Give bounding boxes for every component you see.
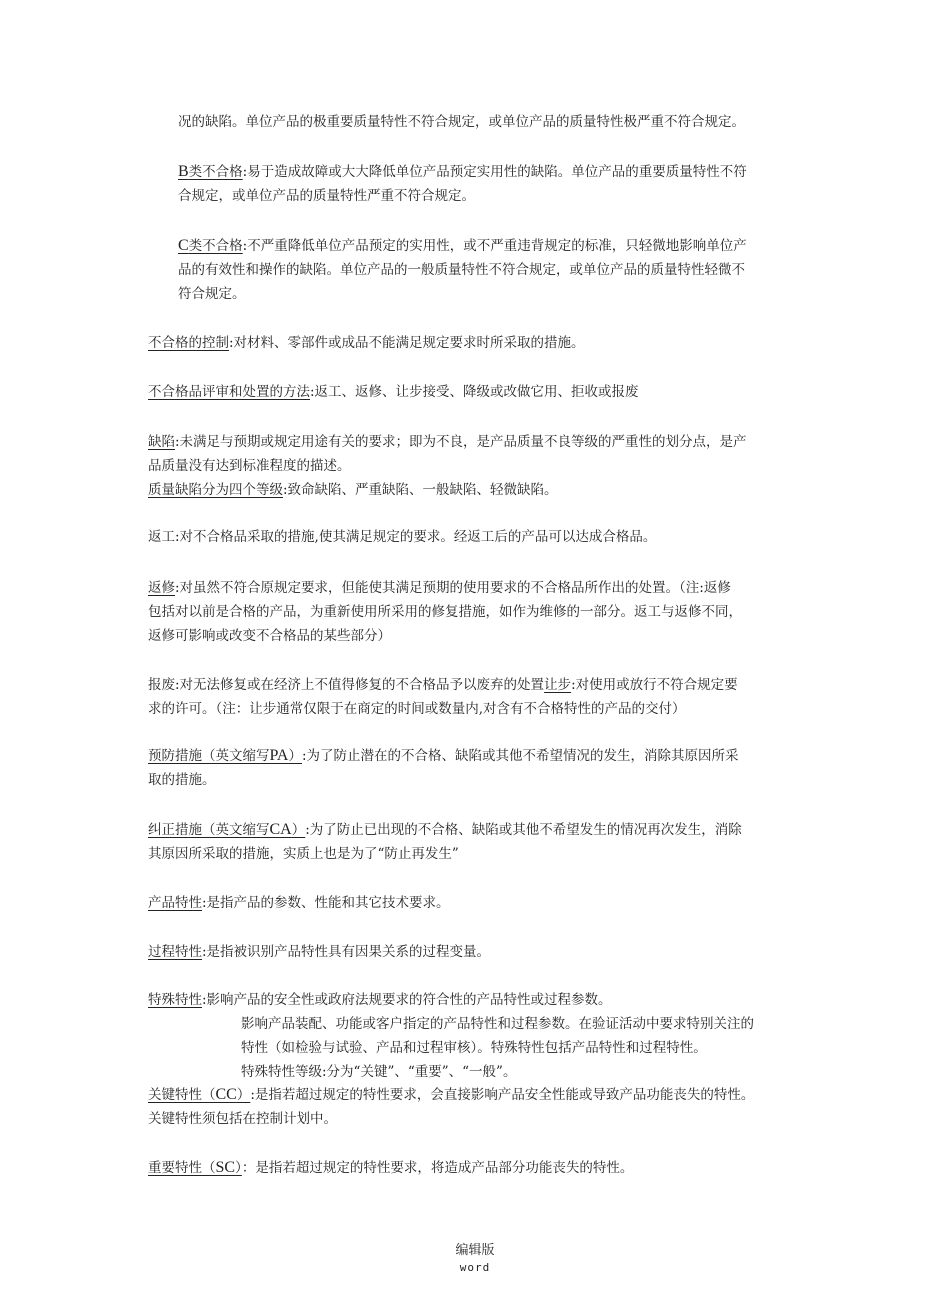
cc-line-1: 关键特性（CC）:是指若超过规定的特性要求，会直接影响产品安全性能或导致产品功能丧失的特性。 bbox=[148, 1086, 755, 1103]
special-char-line-2: 影响产品装配、功能或客户指定的产品特性和过程参数。在验证活动中要求特别关注的 bbox=[241, 1016, 754, 1032]
term-cc: 关键特性（CC） bbox=[148, 1086, 251, 1103]
term-special-characteristic: 特殊特性 bbox=[148, 992, 202, 1008]
para-c-line-3: 符合规定。 bbox=[178, 286, 246, 302]
term-class-c: C类不合格 bbox=[178, 237, 243, 254]
rework: 返工:对不合格品采取的措施,使其满足规定的要求。经返工后的产品可以达成合格品。 bbox=[148, 529, 657, 545]
term-nc-review: 不合格品评审和处置的方法 bbox=[148, 384, 310, 400]
repair-line-1: 返修:对虽然不符合原规定要求，但能使其满足预期的使用要求的不合格品所作出的处置。（注:返修 bbox=[148, 580, 731, 596]
term-nc-control: 不合格的控制 bbox=[148, 335, 229, 351]
ca-line-2: 其原因所采取的措施，实质上也是为了“防止再发生” bbox=[148, 846, 459, 862]
term-class-b: B类不合格 bbox=[178, 163, 243, 180]
pa-line-1: 预防措施（英文缩写PA）:为了防止潜在的不合格、缺陷或其他不希望情况的发生，消除其原因所采 bbox=[148, 747, 739, 764]
term-defect-grades: 质量缺陷分为四个等级 bbox=[148, 482, 283, 498]
special-char-line-1: 特殊特性:影响产品的安全性或政府法规要求的符合性的产品特性或过程参数。 bbox=[148, 992, 612, 1008]
term-pa: 预防措施（英文缩写PA） bbox=[148, 747, 302, 764]
para-c-line-2: 品的有效性和操作的缺陷。单位产品的一般质量特性不符合规定，或单位产品的质量特性轻微不 bbox=[178, 262, 745, 278]
para-a-continuation: 况的缺陷。单位产品的极重要质量特性不符合规定，或单位产品的质量特性极严重不符合规定。 bbox=[178, 114, 745, 130]
term-process-characteristic: 过程特性 bbox=[148, 944, 202, 960]
scrap-line-2: 求的许可。（注：让步通常仅限于在商定的时间或数量内,对含有不合格特性的产品的交付） bbox=[148, 701, 686, 717]
footer-sublabel: word bbox=[459, 1261, 491, 1274]
term-concession: 让步 bbox=[544, 677, 572, 693]
term-product-characteristic: 产品特性 bbox=[148, 895, 202, 911]
nc-control: 不合格的控制:对材料、零部件或成品不能满足规定要求时所采取的措施。 bbox=[148, 335, 585, 351]
nc-review: 不合格品评审和处置的方法:返工、返修、让步接受、降级或改做它用、拒收或报废 bbox=[148, 384, 639, 400]
repair-line-3: 返修可影响或改变不合格品的某些部分） bbox=[148, 628, 391, 644]
scrap-line-1: 报废:对无法修复或在经济上不值得修复的不合格品予以废弃的处置让步:对使用或放行不符合规定要 bbox=[148, 677, 738, 693]
para-b-line-1: B类不合格:易于造成故障或大大降低单位产品预定实用性的缺陷。单位产品的重要质量特性不符 bbox=[178, 163, 747, 180]
process-characteristic: 过程特性:是指被识别产品特性具有因果关系的过程变量。 bbox=[148, 944, 491, 960]
cc-line-2: 关键特性须包括在控制计划中。 bbox=[148, 1111, 337, 1127]
footer-label: 编辑版 bbox=[455, 1243, 495, 1258]
special-char-line-4: 特殊特性等级:分为“关键”、“重要”、“一般”。 bbox=[241, 1064, 517, 1080]
term-repair: 返修 bbox=[148, 580, 175, 596]
pa-line-2: 取的措施。 bbox=[148, 772, 216, 788]
sc-line-1: 重要特性（SC）：是指若超过规定的特性要求，将造成产品部分功能丧失的特性。 bbox=[148, 1159, 634, 1176]
product-characteristic: 产品特性:是指产品的参数、性能和其它技术要求。 bbox=[148, 895, 450, 911]
defect-grades: 质量缺陷分为四个等级:致命缺陷、严重缺陷、一般缺陷、轻微缺陷。 bbox=[148, 482, 558, 498]
ca-line-1: 纠正措施（英文缩写CA）:为了防止已出现的不合格、缺陷或其他不希望发生的情况再次发生，消除 bbox=[148, 821, 742, 838]
defect-line-2: 品质量没有达到标准程度的描述。 bbox=[148, 458, 351, 474]
special-char-line-3: 特性（如检验与试验、产品和过程审核）。特殊特性包括产品特性和过程特性。 bbox=[241, 1040, 707, 1056]
repair-line-2: 包括对以前是合格的产品，为重新使用所采用的修复措施，如作为维修的一部分。返工与返修不同， bbox=[148, 604, 742, 620]
term-defect: 缺陷 bbox=[148, 434, 175, 450]
term-sc: 重要特性（SC） bbox=[148, 1159, 242, 1176]
para-c-line-1: C类不合格:不严重降低单位产品预定的实用性，或不严重违背规定的标准，只轻微地影响单位产 bbox=[178, 237, 747, 254]
para-b-line-2: 合规定，或单位产品的质量特性严重不符合规定。 bbox=[178, 188, 475, 204]
defect-line-1: 缺陷:未满足与预期或规定用途有关的要求；即为不良，是产品质量不良等级的严重性的划分点，是产 bbox=[148, 434, 747, 450]
term-ca: 纠正措施（英文缩写CA） bbox=[148, 821, 306, 838]
